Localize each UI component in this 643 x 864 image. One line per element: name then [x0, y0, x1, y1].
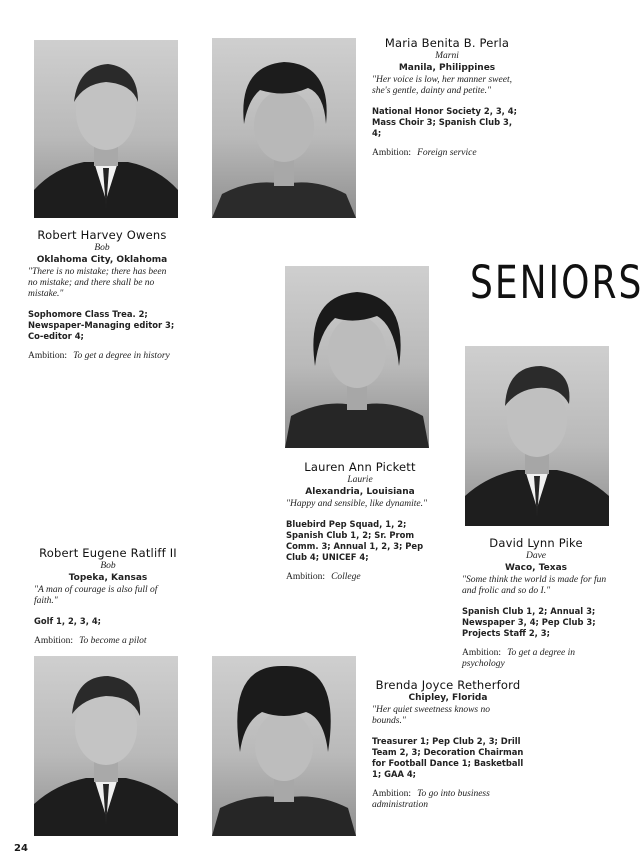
senior-hometown: Waco, Texas [504, 563, 568, 573]
senior-activities: Golf 1, 2, 3, 4; [34, 616, 102, 626]
ambition-label: Ambition: [462, 648, 502, 658]
senior-hometown: Topeka, Kansas [68, 573, 148, 583]
ambition-label: Ambition: [372, 789, 412, 799]
senior-nickname: Bob [100, 561, 116, 571]
female-portrait-icon [212, 656, 356, 836]
portrait-photo-owens [34, 40, 178, 218]
senior-name: Brenda Joyce Retherford [375, 678, 521, 692]
ambition-label: Ambition: [286, 572, 326, 582]
senior-quote: "A man of courage is also full of faith." [34, 585, 158, 606]
senior-quote: "Some think the world is made for fun and frolic and so do I." [462, 575, 607, 596]
senior-nickname: Bob [94, 243, 110, 253]
senior-activities: Spanish Club 1, 2; Annual 3; Newspaper 3, 4; Pep Club 3; Projects Staff 2, 3; [462, 606, 596, 638]
male-portrait-icon [34, 656, 178, 836]
senior-ambition [462, 648, 610, 670]
senior-ambition [286, 572, 434, 583]
senior-activities: National Honor Society 2, 3, 4; Mass Choir 3; Spanish Club 3, 4; [372, 106, 517, 138]
senior-quote: "There is no mistake; there has been no mistake; and there shall be no mistake." [28, 267, 167, 299]
portrait-photo-ratliff [34, 656, 178, 836]
portrait-photo-retherford [212, 656, 356, 836]
portrait-photo-perla [212, 38, 356, 218]
senior-hometown: Manila, Philippines [398, 63, 496, 73]
senior-hometown: Chipley, Florida [408, 693, 488, 703]
senior-nickname: Laurie [347, 475, 373, 485]
male-portrait-icon [465, 346, 609, 526]
senior-quote: "Her quiet sweetness knows no bounds." [372, 705, 490, 726]
senior-name: Robert Eugene Ratliff II [39, 546, 177, 560]
ambition-label: Ambition: [372, 148, 412, 158]
portrait-photo-pike [465, 346, 609, 526]
ambition-text: To get a degree in history [73, 351, 170, 361]
senior-entry-ratliff [34, 546, 182, 647]
senior-activities: Sophomore Class Trea. 2; Newspaper-Managing editor 3; Co-editor 4; [28, 309, 175, 341]
senior-nickname: Dave [525, 551, 547, 561]
senior-quote: "Her voice is low, her manner sweet, she's gentle, dainty and petite." [372, 75, 512, 96]
senior-entry-retherford [372, 678, 524, 811]
male-portrait-icon [34, 40, 178, 218]
senior-name: David Lynn Pike [489, 536, 583, 550]
senior-name: Robert Harvey Owens [37, 228, 167, 242]
senior-ambition [34, 636, 182, 647]
ambition-text: College [331, 572, 361, 582]
senior-activities: Bluebird Pep Squad, 1, 2; Spanish Club 1, 2; Sr. Prom Comm. 3; Annual 1, 2, 3; Pep Club 4; UNICEF 4; [286, 519, 424, 562]
senior-entry-perla [372, 36, 522, 159]
ambition-text: Foreign service [417, 148, 477, 158]
senior-nickname: Marni [435, 51, 459, 61]
senior-name: Maria Benita B. Perla [384, 36, 510, 50]
senior-ambition [372, 148, 522, 159]
female-portrait-icon [285, 266, 429, 448]
senior-ambition [28, 351, 176, 362]
page-number: 24 [14, 843, 28, 854]
ambition-text: To go into business administration [372, 789, 490, 810]
ambition-label: Ambition: [34, 636, 74, 646]
ambition-label: Ambition: [28, 351, 68, 361]
senior-hometown: Oklahoma City, Oklahoma [36, 255, 168, 265]
portrait-photo-pickett [285, 266, 429, 448]
female-portrait-icon [212, 38, 356, 218]
ambition-text: To get a degree in psychology [462, 648, 575, 669]
senior-name: Lauren Ann Pickett [304, 460, 416, 474]
ambition-text: To become a pilot [79, 636, 147, 646]
senior-entry-pike [462, 536, 610, 670]
senior-entry-owens [28, 228, 176, 362]
senior-activities: Treasurer 1; Pep Club 2, 3; Drill Team 2, 3; Decoration Chairman for Football Dance 1; Basketball 1; GAA 4; [372, 736, 524, 779]
senior-ambition [372, 789, 524, 811]
senior-quote: "Happy and sensible, like dynamite." [286, 499, 427, 509]
senior-hometown: Alexandria, Louisiana [305, 487, 415, 497]
senior-entry-pickett [286, 460, 434, 583]
page-title: SENIORS [470, 258, 643, 310]
